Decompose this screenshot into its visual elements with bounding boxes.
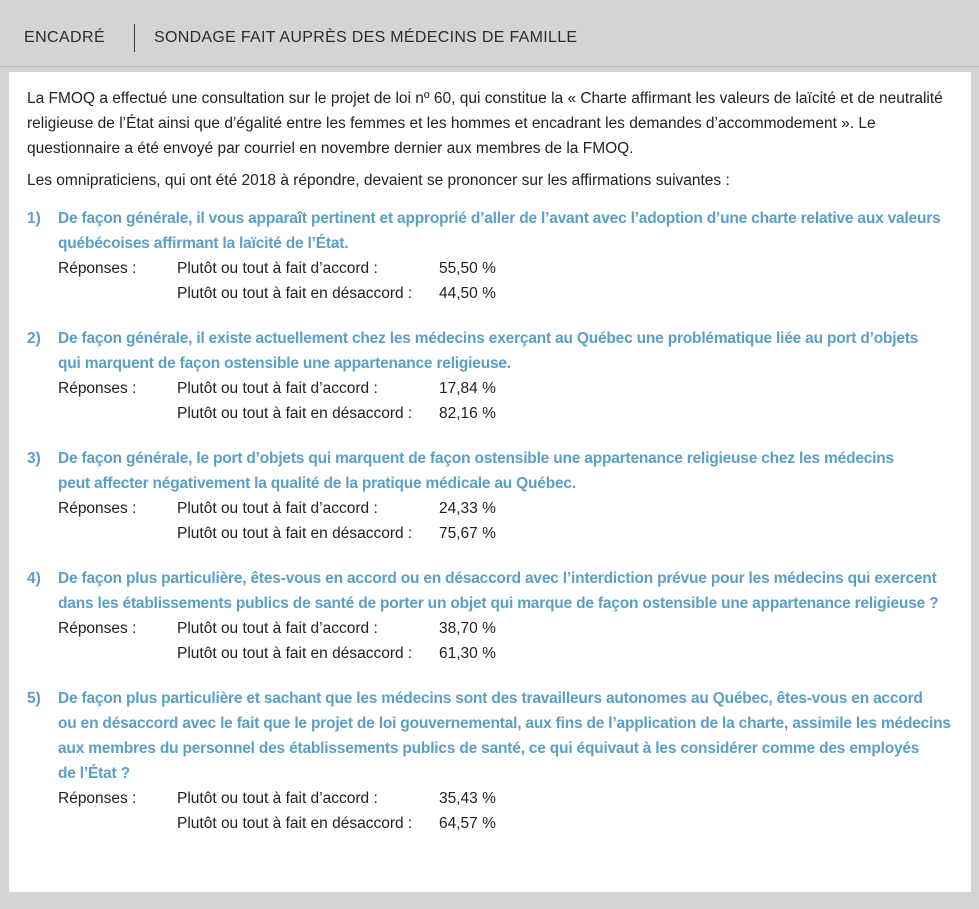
question-text: qui marquent de façon ostensible une appartenance religieuse. [58, 355, 511, 372]
question-line [27, 566, 957, 591]
question-text: De façon plus particulière, êtes-vous en accord ou en désaccord avec l’interdiction prévue pour les médecins qui exercent [58, 570, 937, 587]
question-line [27, 736, 957, 761]
question-line [27, 471, 957, 496]
question-4 [27, 566, 957, 666]
response-value: 35,43 % [439, 790, 496, 807]
question-text: peut affecter négativement la qualité de la pratique médicale au Québec. [58, 475, 576, 492]
question-number: 5) [27, 690, 41, 707]
response-option: Plutôt ou tout à fait en désaccord : [177, 405, 413, 422]
question-2 [27, 326, 957, 426]
question-line [27, 231, 957, 256]
response-value: 38,70 % [439, 620, 496, 637]
question-number: 3) [27, 450, 41, 467]
question-text: québécoises affirmant la laïcité de l’État. [58, 235, 349, 252]
responses-label: Réponses : [58, 380, 137, 397]
question-text: De façon plus particulière et sachant que les médecins sont des travailleurs autonomes au Québec, êtes-vous en accord [58, 690, 923, 707]
question-number [27, 736, 58, 761]
question-3 [27, 446, 957, 546]
responses-label: Réponses : [58, 790, 137, 807]
question-line [27, 591, 957, 616]
question-line [27, 446, 957, 471]
question-line [27, 326, 957, 351]
content-body [27, 86, 957, 836]
intro-paragraph: La FMOQ a effectué une consultation sur le projet de loi nº 60, qui constitue la « Charte affirmant les valeurs de laïcité et de neutralité religieuse de l’État ainsi que d’égalité entre les femmes et les hommes et encadrant les demandes d’accommodement ». Le questionnaire a été envoyé par courriel en novembre dernier aux membres de la FMOQ. [27, 90, 943, 157]
question-line [27, 686, 957, 711]
response-disagree-row [27, 811, 957, 836]
question-text: De façon générale, il existe actuellement chez les médecins exerçant au Québec une problématique liée au port d’objets [58, 330, 919, 347]
question-number [27, 591, 58, 616]
response-agree-row [27, 376, 957, 401]
content-panel [9, 72, 971, 892]
header-divider [134, 24, 135, 52]
response-agree-row [27, 256, 957, 281]
question-5 [27, 686, 957, 836]
response-disagree-row [27, 641, 957, 666]
responses-label: Réponses : [58, 620, 137, 637]
question-text: aux membres du personnel des établissements publics de santé, ce qui équivaut à les considérer comme des employés [58, 740, 920, 757]
question-line [27, 206, 957, 231]
box-title: SONDAGE FAIT AUPRÈS DES MÉDECINS DE FAMILLE [154, 29, 578, 46]
response-value: 64,57 % [439, 815, 496, 832]
question-text: De façon générale, il vous apparaît pertinent et approprié d’aller de l’avant avec l’adoption d’une charte relative aux valeurs [58, 210, 941, 227]
response-option: Plutôt ou tout à fait d’accord : [177, 260, 378, 277]
question-number [27, 351, 58, 376]
intro-paragraph-2: Les omnipraticiens, qui ont été 2018 à répondre, devaient se prononcer sur les affirmations suivantes : [27, 172, 730, 189]
question-number: 2) [27, 330, 41, 347]
question-number [27, 711, 58, 736]
question-number [27, 231, 58, 256]
response-option: Plutôt ou tout à fait d’accord : [177, 500, 378, 517]
response-value: 44,50 % [439, 285, 496, 302]
response-disagree-row [27, 281, 957, 306]
questions-list [27, 206, 957, 836]
response-option: Plutôt ou tout à fait en désaccord : [177, 815, 413, 832]
question-number: 4) [27, 570, 41, 587]
response-option: Plutôt ou tout à fait en désaccord : [177, 525, 413, 542]
response-option: Plutôt ou tout à fait en désaccord : [177, 285, 413, 302]
response-value: 17,84 % [439, 380, 496, 397]
response-value: 82,16 % [439, 405, 496, 422]
response-disagree-row [27, 521, 957, 546]
response-disagree-row [27, 401, 957, 426]
response-value: 24,33 % [439, 500, 496, 517]
response-option: Plutôt ou tout à fait d’accord : [177, 380, 378, 397]
question-text: De façon générale, le port d’objets qui marquent de façon ostensible une appartenance religieuse chez les médecins [58, 450, 894, 467]
responses-label: Réponses : [58, 260, 137, 277]
box-header [0, 0, 979, 67]
response-option: Plutôt ou tout à fait d’accord : [177, 620, 378, 637]
question-number [27, 471, 58, 496]
response-agree-row [27, 496, 957, 521]
question-line [27, 761, 957, 786]
responses-label: Réponses : [58, 500, 137, 517]
question-line [27, 351, 957, 376]
response-option: Plutôt ou tout à fait en désaccord : [177, 645, 413, 662]
question-text: de l’État ? [58, 765, 130, 782]
question-text: ou en désaccord avec le fait que le projet de loi gouvernemental, aux fins de l’application de la charte, assimile les médecins [58, 715, 951, 732]
response-agree-row [27, 616, 957, 641]
question-text: dans les établissements publics de santé de porter un objet qui marque de façon ostensible une appartenance religieuse ? [58, 595, 939, 612]
response-value: 61,30 % [439, 645, 496, 662]
response-agree-row [27, 786, 957, 811]
question-number: 1) [27, 210, 41, 227]
response-value: 75,67 % [439, 525, 496, 542]
box-tag: ENCADRÉ [24, 29, 106, 46]
question-line [27, 711, 957, 736]
question-1 [27, 206, 957, 306]
response-option: Plutôt ou tout à fait d’accord : [177, 790, 378, 807]
response-value: 55,50 % [439, 260, 496, 277]
question-number [27, 761, 58, 786]
